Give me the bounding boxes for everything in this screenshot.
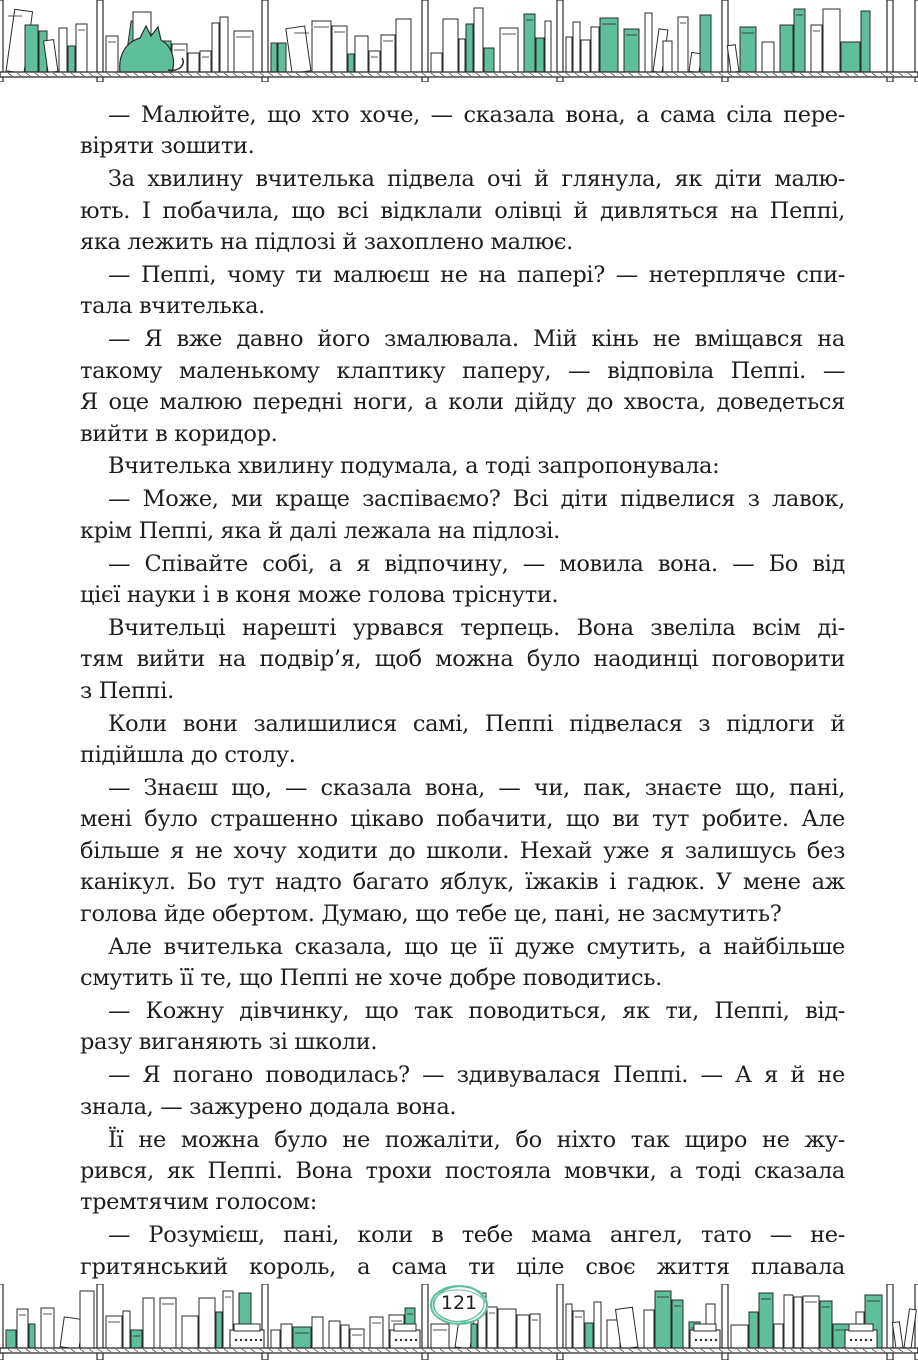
text-line: — Пеппі, чому ти малюєш не на папері? — нетерпляче спи-: [108, 262, 845, 289]
text-line: — Знаєш що, — сказала вона, — чи, пак, знаєте що, пані,: [108, 775, 845, 802]
text-line: цієї науки і в коня може голова тріснути.: [80, 582, 559, 609]
text-line: підійшла до столу.: [80, 742, 296, 769]
text-line: канікул. Бо тут надто багато яблук, їжаків і гадюк. У мене аж: [80, 869, 845, 896]
text-line: мені було страшенно цікаво побачити, що ви тут робите. Але: [80, 806, 845, 833]
text-line: вийти в коридор.: [80, 420, 278, 447]
text-line: Вчителька хвилину подумала, а тоді запропонувала:: [108, 453, 720, 480]
paragraph: [80, 932, 845, 995]
text-line: ють. І побачила, що всі відклали олівці й дивляться на Пеппі,: [80, 197, 845, 224]
text-line: яка лежить на підлозі й захоплено малює.: [80, 229, 573, 256]
text-line: — Кожну дівчинку, що так поводиться, як ти, Пеппі, від-: [108, 997, 845, 1024]
paragraph: [80, 996, 845, 1059]
text-line: більше я не хочу ходити до школи. Нехай уже я залишусь без: [80, 837, 845, 864]
text-line: Я оце малюю передні ноги, а коли дійду до хвоста, доведеться: [80, 389, 845, 416]
text-line: — Співайте собі, а я відпочину, — мовила вона. — Бо від: [108, 550, 845, 577]
paragraph: [80, 549, 845, 612]
text-line: такому маленькому клаптику паперу, — відповіла Пеппі. —: [80, 357, 845, 384]
bookshelf-header-illustration: [0, 0, 918, 82]
paragraph: [80, 1060, 845, 1123]
text-line: тала вчителька.: [80, 293, 265, 320]
paragraph: [80, 324, 845, 450]
paragraph: [80, 100, 845, 163]
text-line: За хвилину вчителька підвела очі й глянула, як діти малю-: [108, 166, 845, 193]
paragraph: [80, 613, 845, 707]
text-line: з Пеппі.: [80, 677, 174, 704]
paragraph: [80, 484, 845, 547]
text-line: голова йде обертом. Думаю, що тебе це, пані, не засмутить?: [80, 900, 782, 927]
text-line: Коли вони залишилися самі, Пеппі підвелася з підлоги й: [108, 710, 845, 737]
page-number-badge: [428, 1283, 490, 1327]
text-line: знала, — зажурено додала вона.: [80, 1093, 457, 1120]
text-line: Але вчителька сказала, що це її дуже смутить, а найбільше: [108, 933, 845, 960]
text-line: Її не можна було не пожаліти, бо ніхто так щиро не жу-: [108, 1126, 845, 1153]
paragraph: [80, 773, 845, 930]
paragraph: [80, 1125, 845, 1219]
story-text: [80, 100, 845, 1283]
text-line: — Малюйте, що хто хоче, — сказала вона, а сама сіла пере-: [108, 102, 845, 128]
page-number: 121: [440, 1292, 478, 1314]
paragraph: [80, 1220, 845, 1283]
text-line: — Я погано поводилась? — здивувалася Пеппі. — А я й не: [108, 1062, 845, 1089]
text-line: — Може, ми краще заспіваємо? Всі діти підвелися з лавок,: [108, 486, 845, 513]
paragraph: [80, 260, 845, 323]
paragraph: [80, 709, 845, 772]
text-line: тям вийти на подвір’я, щоб можна було наодинці поговорити: [80, 646, 845, 673]
text-line: — Розумієш, пані, коли в тебе мама ангел, тато — не-: [108, 1222, 845, 1249]
paragraph: [80, 451, 845, 482]
text-line: гритянський король, а сама ти ціле своє життя плавала: [80, 1253, 845, 1280]
text-line: рився, як Пеппі. Вона трохи постояла мовчки, а тоді сказала: [80, 1157, 845, 1184]
text-line: — Я вже давно його змалювала. Мій кінь не вміщався на: [108, 326, 845, 353]
text-line: смутить її те, що Пеппі не хоче добре поводитись.: [80, 964, 662, 991]
text-line: разу виганяють зі школи.: [80, 1029, 378, 1056]
text-line: тремтячим голосом:: [80, 1189, 317, 1216]
paragraph: [80, 164, 845, 258]
text-line: віряти зошити.: [80, 133, 255, 160]
text-line: Вчительці нарешті урвався терпець. Вона звеліла всім ді-: [108, 615, 845, 641]
text-line: крім Пеппі, яка й далі лежала на підлозі.: [80, 517, 560, 544]
